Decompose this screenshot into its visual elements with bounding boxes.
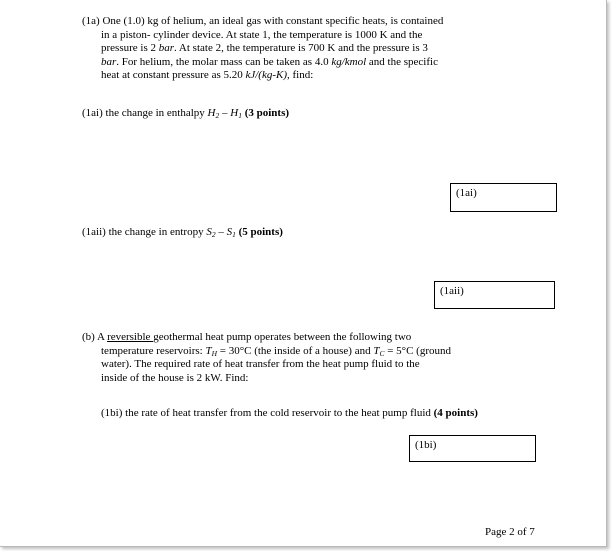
problem-1a-line-5-end: , find: bbox=[287, 69, 314, 81]
entropy-sub-b: 1 bbox=[232, 230, 236, 239]
entropy-minus: – bbox=[215, 226, 227, 238]
enthalpy-var-a: H bbox=[207, 107, 216, 119]
reversible-underlined: reversible bbox=[107, 331, 154, 343]
enthalpy-h2 bbox=[208, 107, 220, 119]
th-var: T bbox=[205, 344, 212, 357]
enthalpy-sub-b: 1 bbox=[238, 111, 242, 120]
bar-unit: bar bbox=[158, 42, 175, 54]
question-1ai bbox=[82, 107, 289, 121]
enthalpy-minus: – bbox=[219, 107, 231, 119]
answer-box-1aii[interactable] bbox=[434, 281, 555, 309]
question-1ai-points: (3 points) bbox=[241, 107, 290, 119]
problem-b-line-2-start: temperature reservoirs: bbox=[101, 344, 206, 357]
problem-1a-line-4-text: . For helium, the molar mass can be taken as 4.0 bbox=[116, 55, 332, 68]
question-1bi-label: (1bi) the rate of heat transfer from the cold reservoir to the heat pump fluid bbox=[101, 407, 434, 419]
problem-1a-line-5-text: heat at constant pressure as 5.20 bbox=[101, 69, 246, 81]
entropy-var-b: S bbox=[226, 226, 233, 238]
problem-b-line-3: water). The required rate of heat transfer from the heat pump fluid to the bbox=[101, 358, 420, 370]
problem-1a-line-3 bbox=[82, 42, 443, 56]
tc-var: T bbox=[373, 344, 380, 357]
tc-sub: C bbox=[379, 348, 385, 358]
question-1aii-label: (1aii) the change in entropy bbox=[82, 226, 207, 238]
th-value: = 30°C (the inside of a house) and bbox=[217, 344, 374, 357]
bar-unit-2: bar bbox=[101, 55, 117, 68]
question-1bi bbox=[101, 407, 478, 421]
problem-b-line-1 bbox=[82, 331, 451, 345]
question-1ai-label: (1ai) the change in enthalpy bbox=[82, 107, 208, 119]
entropy-s1 bbox=[227, 226, 236, 238]
page-number: Page 2 of 7 bbox=[485, 526, 535, 538]
entropy-var-a: S bbox=[206, 226, 212, 238]
problem-1a-line-2: in a piston- cylinder device. At state 1, the temperature is 1000 K and the bbox=[101, 28, 423, 41]
problem-1a-line-1: (1a) One (1.0) kg of helium, an ideal gas with constant specific heats, is contained bbox=[82, 15, 444, 27]
problem-b-line-4: inside of the house is 2 kW. Find: bbox=[101, 371, 249, 384]
tc-value: = 5°C (ground bbox=[384, 344, 451, 357]
enthalpy-sub-a: 2 bbox=[215, 111, 220, 120]
answer-box-1aii-label: (1aii) bbox=[440, 285, 464, 297]
question-1bi-points: (4 points) bbox=[433, 407, 478, 419]
problem-1a-line-3-text: pressure is 2 bbox=[101, 42, 159, 54]
th-sub: H bbox=[211, 348, 217, 358]
entropy-s2 bbox=[206, 226, 215, 238]
problem-b-line-1-end: geothermal heat pump operates between the following two bbox=[153, 331, 412, 343]
problem-b-line-2 bbox=[82, 345, 451, 359]
th-variable bbox=[205, 345, 217, 357]
problem-1a-line-5 bbox=[82, 69, 443, 83]
answer-box-1ai-label: (1ai) bbox=[456, 187, 477, 199]
specific-heat-unit: kJ/(kg-K) bbox=[245, 69, 288, 81]
answer-box-1bi-label: (1bi) bbox=[415, 439, 437, 451]
tc-variable bbox=[373, 345, 384, 357]
entropy-sub-a: 2 bbox=[211, 230, 216, 239]
answer-box-1ai[interactable] bbox=[450, 183, 557, 212]
problem-1a-line-3-end: . At state 2, the temperature is 700 K and the pressure is 3 bbox=[174, 42, 428, 54]
answer-box-1bi[interactable] bbox=[409, 435, 536, 462]
problem-1a-statement bbox=[82, 15, 443, 83]
problem-1a-line-4 bbox=[82, 56, 443, 70]
problem-1a-line-4-end: and the specific bbox=[366, 55, 438, 68]
problem-b-line-1-start: (b) A bbox=[82, 331, 108, 343]
question-1aii-points: (5 points) bbox=[235, 226, 283, 238]
question-1aii bbox=[82, 226, 283, 240]
enthalpy-h1 bbox=[230, 107, 242, 119]
problem-b-statement bbox=[82, 331, 451, 385]
molar-mass-unit: kg/kmol bbox=[331, 55, 367, 68]
enthalpy-var-b: H bbox=[230, 107, 239, 119]
